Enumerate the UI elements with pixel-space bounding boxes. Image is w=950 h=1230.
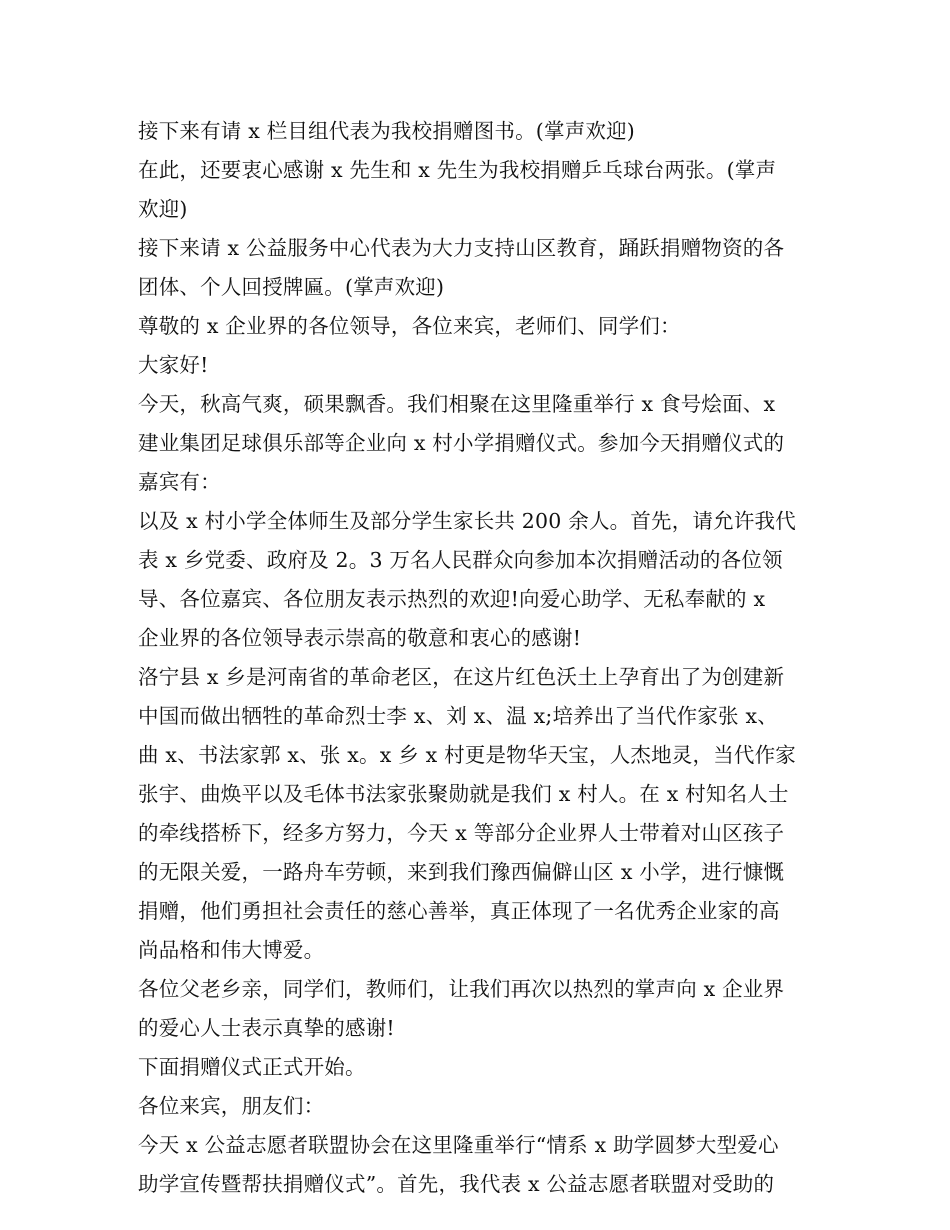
- text-line: 尚品格和伟大博爱。: [138, 938, 325, 962]
- text-line: 尊敬的 x 企业界的各位领导，各位来宾，老师们、同学们：: [138, 314, 681, 338]
- text-line: 企业界的各位领导表示崇高的敬意和衷心的感谢!: [138, 626, 582, 650]
- text-line: 洛宁县 x 乡是河南省的革命老区，在这片红色沃土上孕育出了为创建新: [138, 665, 785, 689]
- text-line: 下面捐赠仪式正式开始。: [138, 1055, 366, 1079]
- document-body: [138, 112, 818, 1204]
- text-line: 的牵线搭桥下，经多方努力，今天 x 等部分企业界人士带着对山区孩子: [138, 821, 785, 845]
- text-line: 大家好!: [138, 353, 209, 377]
- text-line: 各位父老乡亲，同学们，教师们，让我们再次以热烈的掌声向 x 企业界: [138, 977, 785, 1001]
- text-line: 曲 x、书法家郭 x、张 x。x 乡 x 村更是物华天宝，人杰地灵，当代作家: [138, 743, 797, 767]
- text-line: 今天，秋高气爽，硕果飘香。我们相聚在这里隆重举行 x 食号烩面、x: [138, 392, 776, 416]
- text-line: 在此，还要衷心感谢 x 先生和 x 先生为我校捐赠乒乓球台两张。(掌声: [138, 158, 777, 182]
- text-line: 各位来宾，朋友们：: [138, 1094, 325, 1118]
- text-line: 导、各位嘉宾、各位朋友表示热烈的欢迎!向爱心助学、无私奉献的 x: [138, 587, 766, 611]
- text-line: 的爱心人士表示真挚的感谢!: [138, 1016, 395, 1040]
- text-line: 接下来请 x 公益服务中心代表为大力支持山区教育，踊跃捐赠物资的各: [138, 236, 785, 260]
- text-line: 嘉宾有：: [138, 470, 221, 494]
- text-line: 中国而做出牺牲的革命烈士李 x、刘 x、温 x;培养出了当代作家张 x、: [138, 704, 778, 728]
- text-line: 表 x 乡党委、政府及 2。3 万名人民群众向参加本次捐赠活动的各位领: [138, 548, 783, 572]
- text-line: 捐赠，他们勇担社会责任的慈心善举，真正体现了一名优秀企业家的高: [138, 899, 780, 923]
- text-line: 助学宣传暨帮扶捐赠仪式”。首先，我代表 x 公益志愿者联盟对受助的: [138, 1172, 775, 1196]
- text-line: 建业集团足球俱乐部等企业向 x 村小学捐赠仪式。参加今天捐赠仪式的: [138, 431, 785, 455]
- text-line: 张宇、曲焕平以及毛体书法家张聚勋就是我们 x 村人。在 x 村知名人士: [138, 782, 789, 806]
- text-line: 接下来有请 x 栏目组代表为我校捐赠图书。(掌声欢迎): [138, 119, 635, 143]
- text-line: 团体、个人回授牌匾。(掌声欢迎): [138, 275, 445, 299]
- text-line: 以及 x 村小学全体师生及部分学生家长共 200 余人。首先，请允许我代: [138, 509, 796, 533]
- text-line: 欢迎): [138, 197, 188, 221]
- text-line: 今天 x 公益志愿者联盟协会在这里隆重举行“情系 x 助学圆梦大型爱心: [138, 1133, 779, 1157]
- text-line: 的无限关爱，一路舟车劳顿，来到我们豫西偏僻山区 x 小学，进行慷慨: [138, 860, 785, 884]
